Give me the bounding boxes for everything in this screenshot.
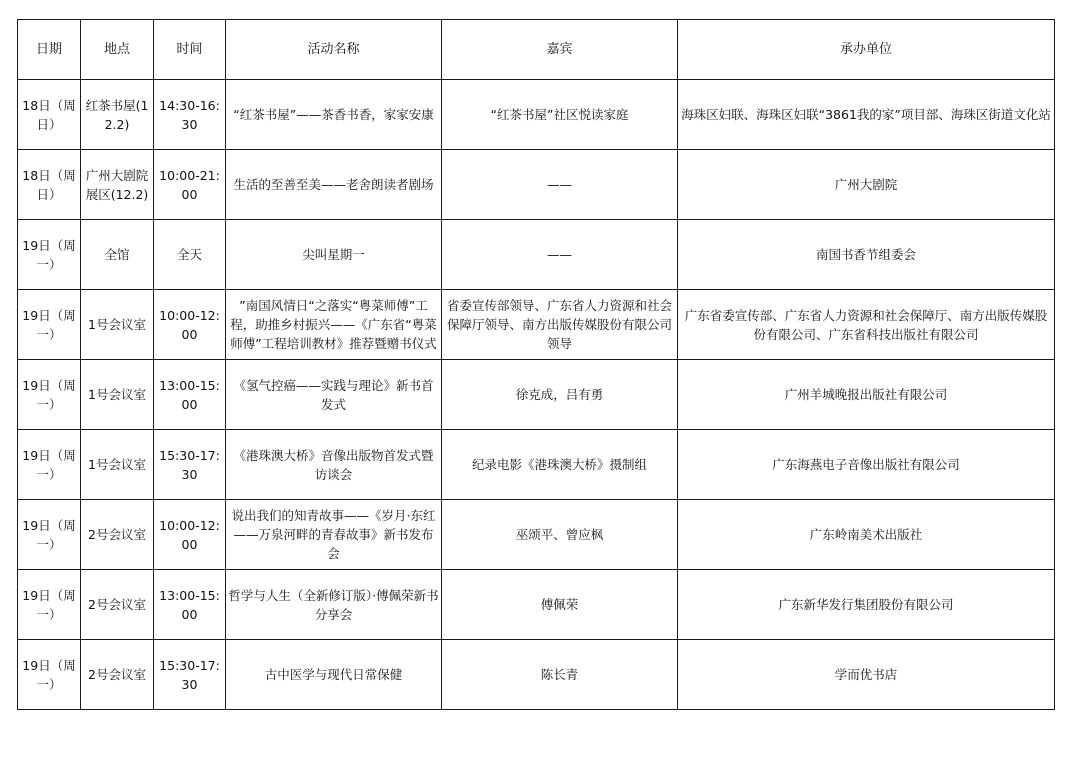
cell-guests: 纪录电影《港珠澳大桥》摄制组 [442,430,678,500]
cell-guests: 徐克成，吕有勇 [442,360,678,430]
table-body [18,80,1055,710]
cell-event: “红茶书屋”——茶香书香，家家安康 [226,80,442,150]
cell-organizer: 广东省委宣传部、广东省人力资源和社会保障厅、南方出版传媒股份有限公司、广东省科技出版社有限公司 [678,290,1055,360]
header-organizer: 承办单位 [678,20,1055,80]
cell-venue: 红茶书屋(12.2) [81,80,154,150]
table-row [18,150,1055,220]
cell-venue: 1号会议室 [81,360,154,430]
table-row [18,360,1055,430]
table-row [18,640,1055,710]
table-row [18,290,1055,360]
header-guests: 嘉宾 [442,20,678,80]
cell-organizer: 广东岭南美术出版社 [678,500,1055,570]
cell-organizer: 南国书香节组委会 [678,220,1055,290]
cell-event: 古中医学与现代日常保健 [226,640,442,710]
cell-time: 15:30-17:30 [154,430,226,500]
cell-guests: 省委宣传部领导、广东省人力资源和社会保障厅领导、南方出版传媒股份有限公司领导 [442,290,678,360]
header-venue: 地点 [81,20,154,80]
table-header [18,20,1055,80]
cell-time: 14:30-16:30 [154,80,226,150]
cell-date: 19日（周一） [18,570,81,640]
cell-venue: 2号会议室 [81,500,154,570]
cell-time: 全天 [154,220,226,290]
cell-event: 哲学与人生（全新修订版）·傅佩荣新书分享会 [226,570,442,640]
cell-event: 《氢气控癌——实践与理论》新书首发式 [226,360,442,430]
cell-time: 13:00-15:00 [154,570,226,640]
header-row [18,20,1055,80]
cell-guests: 陈长青 [442,640,678,710]
header-time: 时间 [154,20,226,80]
schedule-table [17,19,1055,710]
cell-organizer: 广东海燕电子音像出版社有限公司 [678,430,1055,500]
cell-event: 说出我们的知青故事——《岁月·东红——万泉河畔的青春故事》新书发布会 [226,500,442,570]
cell-guests: 傅佩荣 [442,570,678,640]
cell-date: 19日（周一） [18,500,81,570]
table-row [18,430,1055,500]
table-row [18,500,1055,570]
cell-date: 19日（周一） [18,220,81,290]
cell-date: 19日（周一） [18,430,81,500]
cell-guests: 巫颂平、曾应枫 [442,500,678,570]
cell-organizer: 广州羊城晚报出版社有限公司 [678,360,1055,430]
cell-time: 13:00-15:00 [154,360,226,430]
cell-guests: —— [442,220,678,290]
header-date: 日期 [18,20,81,80]
cell-venue: 2号会议室 [81,640,154,710]
header-event: 活动名称 [226,20,442,80]
cell-time: 15:30-17:30 [154,640,226,710]
cell-guests: “红茶书屋”社区悦读家庭 [442,80,678,150]
cell-organizer: 广州大剧院 [678,150,1055,220]
cell-venue: 1号会议室 [81,430,154,500]
cell-date: 19日（周一） [18,360,81,430]
cell-venue: 广州大剧院展区(12.2) [81,150,154,220]
cell-organizer: 广东新华发行集团股份有限公司 [678,570,1055,640]
cell-organizer: 海珠区妇联、海珠区妇联“3861我的家”项目部、海珠区街道文化站 [678,80,1055,150]
cell-guests: —— [442,150,678,220]
table-row [18,80,1055,150]
cell-event: 生活的至善至美——老舍朗读者剧场 [226,150,442,220]
table-row [18,220,1055,290]
cell-event: 尖叫星期一 [226,220,442,290]
cell-date: 18日（周日） [18,80,81,150]
cell-time: 10:00-12:00 [154,290,226,360]
table-row [18,570,1055,640]
cell-time: 10:00-12:00 [154,500,226,570]
cell-organizer: 学而优书店 [678,640,1055,710]
cell-date: 19日（周一） [18,640,81,710]
cell-date: 18日（周日） [18,150,81,220]
cell-time: 10:00-21:00 [154,150,226,220]
cell-event: ”南国风情日“之落实“粤菜师傅”工程，助推乡村振兴——《广东省“粤菜师傅”工程培训教材》推荐暨赠书仪式 [226,290,442,360]
cell-venue: 全馆 [81,220,154,290]
cell-venue: 2号会议室 [81,570,154,640]
cell-venue: 1号会议室 [81,290,154,360]
cell-date: 19日（周一） [18,290,81,360]
cell-event: 《港珠澳大桥》音像出版物首发式暨访谈会 [226,430,442,500]
